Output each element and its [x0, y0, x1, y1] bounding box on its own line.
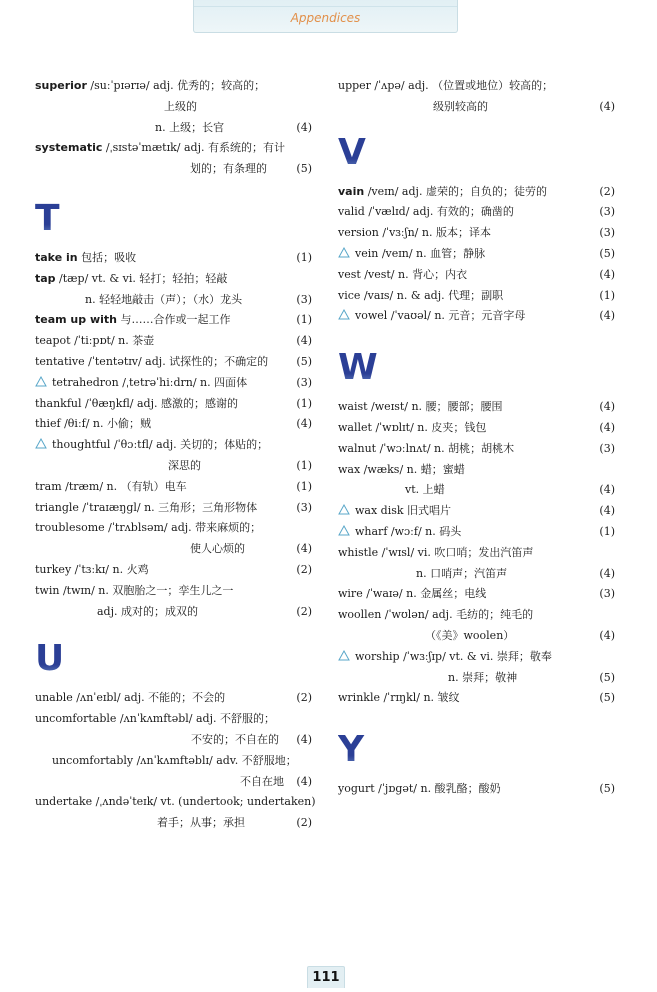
level-number: (1) — [599, 288, 615, 302]
definition-cont: 上级的 — [164, 99, 197, 113]
headword: thief — [35, 417, 61, 431]
entry-walnut — [338, 439, 615, 460]
header-title: Appendices — [290, 11, 361, 25]
headword: vowel — [355, 309, 388, 323]
definition: /wæks/ n. 蜡；蜜蜡 — [360, 462, 465, 476]
level-number: (5) — [599, 691, 615, 705]
definition: /weɪst/ n. 腰；腰部；腰围 — [367, 400, 503, 414]
entry-wrinkle — [338, 688, 615, 709]
level-number: (2) — [296, 691, 312, 705]
definition: /ˌʌndəˈteɪk/ vt. (undertook; undertaken) — [92, 795, 316, 809]
entry-team-up-with — [35, 310, 312, 331]
definition: /ˈwɪsl/ vi. 吹口哨；发出汽笛声 — [378, 545, 534, 559]
triangle-icon — [35, 376, 47, 387]
level-number: (1) — [296, 479, 312, 493]
definition-cont: 使人心烦的 — [190, 542, 245, 556]
definition: /wɔːf/ n. 码头 — [387, 524, 462, 538]
definition: /ˈwaɪə/ n. 金属丝；电线 — [362, 587, 487, 601]
level-number: (1) — [296, 458, 312, 472]
level-number: (3) — [599, 587, 615, 601]
definition: /ˈtɜːkɪ/ n. 火鸡 — [71, 562, 149, 576]
definition-cont: 深思的 — [168, 458, 201, 472]
definition: /ʌnˈkʌmftəbl/ adj. 不舒服的； — [116, 712, 275, 726]
definition: /twɪn/ n. 双胞胎之一；孪生儿之一 — [59, 583, 234, 597]
entry-teapot — [35, 331, 312, 352]
level-number: (1) — [296, 313, 312, 327]
level-number: (5) — [599, 246, 615, 260]
level-number: (5) — [599, 782, 615, 796]
level-number: (4) — [599, 309, 615, 323]
entry-take-in — [35, 248, 312, 269]
headword: wallet — [338, 420, 372, 434]
entry-wax — [338, 460, 615, 502]
headword: vein — [355, 246, 379, 260]
entry-wallet — [338, 418, 615, 439]
page-number: 111 — [307, 966, 345, 988]
definition: /ˌtetrəˈhiːdrn/ n. 四面体 — [118, 375, 248, 389]
definition: /θiːf/ n. 小偷；贼 — [60, 417, 152, 431]
level-number: (1) — [599, 524, 615, 538]
headword: thoughtful — [52, 438, 111, 452]
level-number: (4) — [599, 99, 615, 113]
section-letter-v: V — [338, 130, 615, 182]
definition: /ˈtiːpɒt/ n. 茶壶 — [70, 334, 155, 348]
level-number: (5) — [296, 162, 312, 176]
level-number: (2) — [296, 562, 312, 576]
level-number: (2) — [296, 604, 312, 618]
level-number: (3) — [599, 226, 615, 240]
level-number: (1) — [296, 396, 312, 410]
entry-superior — [35, 76, 312, 138]
definition: /ʌnˈeɪbl/ adj. 不能的；不会的 — [72, 691, 226, 705]
level-number: (4) — [296, 732, 312, 746]
definition: /ˈθɔːtfl/ adj. 关切的；体贴的； — [110, 438, 269, 452]
headword: wharf — [355, 524, 388, 538]
definition-cont: 着手；从事；承担 — [157, 816, 245, 830]
level-number: (4) — [296, 542, 312, 556]
level-number: (4) — [599, 267, 615, 281]
definition: /ˈjɒgət/ n. 酸乳酪；酸奶 — [374, 782, 501, 796]
headword: tentative — [35, 354, 85, 368]
headword: team up with — [35, 313, 117, 327]
definition: /træm/ n. （有轨）电车 — [61, 479, 187, 493]
level-number: (4) — [599, 420, 615, 434]
headword: wax disk — [355, 504, 404, 518]
entry-unable — [35, 688, 312, 709]
entry-valid — [338, 202, 615, 223]
headword: undertake — [35, 795, 93, 809]
headword: turkey — [35, 562, 72, 576]
entry-twin — [35, 581, 312, 623]
headword: tetrahedron — [52, 375, 119, 389]
definition: /ˈvælɪd/ adj. 有效的；确凿的 — [364, 205, 514, 219]
definition: /suːˈpɪərɪə/ adj. 优秀的；较高的； — [86, 79, 266, 92]
definition-cont: 划的；有条理的 — [190, 162, 267, 176]
headword: walnut — [338, 441, 377, 455]
triangle-icon — [338, 247, 350, 258]
level-number: (2) — [296, 816, 312, 830]
left-column — [35, 76, 316, 834]
right-column — [338, 76, 615, 800]
definition: /ˈθæŋkfl/ adj. 感激的；感谢的 — [81, 396, 238, 410]
entry-tentative — [35, 352, 312, 373]
level-number: (4) — [599, 483, 615, 497]
definition: /tæp/ vt. & vi. 轻打；轻拍；轻敲 — [55, 271, 228, 285]
headword: tap — [35, 271, 56, 285]
level-number: (4) — [296, 774, 312, 788]
headword: whistle — [338, 545, 379, 559]
headword: thankful — [35, 396, 82, 410]
definition: /vaɪs/ n. & adj. 代理；副职 — [360, 288, 504, 302]
definition: /ˈwɒlɪt/ n. 皮夹；钱包 — [371, 420, 487, 434]
level-number: (4) — [599, 566, 615, 580]
entry-triangle — [35, 498, 312, 519]
level-number: (4) — [599, 400, 615, 414]
entry-vest — [338, 265, 615, 286]
headword: version — [338, 226, 379, 240]
entry-wharf — [338, 522, 615, 543]
entry-thoughtful — [35, 435, 312, 477]
entry-thankful — [35, 394, 312, 415]
definition: /veɪn/ n. 血管；静脉 — [378, 246, 486, 260]
level-number: (1) — [296, 250, 312, 264]
headword: twin — [35, 583, 60, 597]
definition: /ˈwɜːʃɪp/ vt. & vi. 崇拜；敬奉 — [399, 649, 552, 663]
section-letter-y: Y — [338, 727, 615, 779]
entry-waist — [338, 397, 615, 418]
section-letter-t: T — [35, 196, 312, 248]
definition: 旧式唱片 — [403, 504, 452, 518]
header-divider — [194, 6, 457, 7]
definition-cont: n. 口哨声；汽笛声 — [416, 566, 508, 580]
definition: 与……合作或一起工作 — [117, 313, 231, 327]
headword: waist — [338, 400, 368, 414]
headword: triangle — [35, 500, 79, 514]
entry-woollen — [338, 605, 615, 647]
definition: /ˈtraɪæŋgl/ n. 三角形；三角形物体 — [78, 500, 258, 514]
entry-tram — [35, 477, 312, 498]
headword: wrinkle — [338, 691, 380, 705]
triangle-icon — [338, 525, 350, 536]
headword: superior — [35, 79, 87, 92]
entry-uncomfortably — [35, 751, 312, 793]
definition: /ˈrɪŋkl/ n. 皱纹 — [379, 691, 460, 705]
headword: take in — [35, 250, 78, 264]
level-number: (4) — [599, 504, 615, 518]
level-number: (2) — [599, 184, 615, 198]
entry-vowel — [338, 306, 615, 327]
entry-version — [338, 223, 615, 244]
definition: /ˈvaʊəl/ n. 元音；元音字母 — [387, 309, 526, 323]
level-number: (5) — [599, 670, 615, 684]
definition-cont: adj. 成对的；成双的 — [97, 604, 199, 618]
entry-wax-disk — [338, 501, 615, 522]
headword: vain — [338, 184, 365, 198]
level-number: (4) — [296, 120, 312, 134]
headword: unable — [35, 691, 73, 705]
definition-cont: n. 轻轻地敲击（声）；（水）龙头 — [85, 292, 243, 306]
definition: /ˈvɜːʃn/ n. 版本；译本 — [378, 226, 491, 240]
headword: worship — [355, 649, 400, 663]
triangle-icon — [35, 438, 47, 449]
level-number: (5) — [296, 354, 312, 368]
section-letter-w: W — [338, 345, 615, 397]
headword: yogurt — [338, 782, 375, 796]
definition: /ˈtrʌblsəm/ adj. 带来麻烦的； — [104, 521, 262, 535]
definition-cont: vt. 上蜡 — [405, 483, 445, 497]
entry-turkey — [35, 560, 312, 581]
definition: /ˈtentətɪv/ adj. 试探性的；不确定的 — [84, 354, 269, 368]
headword: woollen — [338, 608, 382, 622]
entry-yogurt — [338, 779, 615, 800]
level-number: (4) — [296, 334, 312, 348]
level-number: (3) — [296, 375, 312, 389]
triangle-icon — [338, 309, 350, 320]
entry-vein — [338, 244, 615, 265]
entry-systematic — [35, 138, 312, 180]
headword: wax — [338, 462, 361, 476]
definition: /vest/ n. 背心；内衣 — [360, 267, 468, 281]
entry-troublesome — [35, 518, 312, 560]
definition-cont: n. 崇拜；敬神 — [448, 670, 518, 684]
triangle-icon — [338, 504, 350, 515]
entry-tetrahedron — [35, 373, 312, 394]
level-number: (3) — [599, 441, 615, 455]
headword: vest — [338, 267, 361, 281]
definition-cont: 级别较高的 — [433, 99, 488, 113]
entry-upper — [338, 76, 615, 118]
definition: /ˈwʊlən/ adj. 毛纺的；纯毛的 — [381, 608, 534, 622]
headword: systematic — [35, 141, 103, 155]
headword: valid — [338, 205, 365, 219]
definition-cont: 不自在地 — [240, 774, 284, 788]
level-number: (4) — [599, 628, 615, 642]
definition: /ˈwɔːlnʌt/ n. 胡桃；胡桃木 — [376, 441, 515, 455]
level-number: (3) — [296, 500, 312, 514]
definition-cont: 不安的；不自在的 — [191, 732, 279, 746]
section-letter-u: U — [35, 636, 312, 688]
headword: vice — [338, 288, 361, 302]
definition-cont: n. 上级；长官 — [155, 120, 225, 134]
level-number: (3) — [296, 292, 312, 306]
triangle-icon — [338, 650, 350, 661]
definition-cont: （《美》woolen） — [425, 628, 515, 642]
definition: /veɪn/ adj. 虚荣的；自负的；徒劳的 — [364, 184, 547, 198]
entry-vain — [338, 182, 615, 203]
entry-undertake — [35, 792, 316, 834]
entry-vice — [338, 286, 615, 307]
level-number: (4) — [296, 417, 312, 431]
entry-tap — [35, 269, 312, 311]
entry-whistle — [338, 543, 615, 585]
headword: uncomfortably — [52, 753, 134, 767]
headword: tram — [35, 479, 62, 493]
level-number: (3) — [599, 205, 615, 219]
entry-uncomfortable — [35, 709, 312, 751]
definition: 包括；吸收 — [77, 250, 137, 264]
entry-worship — [338, 647, 615, 689]
entry-wire — [338, 584, 615, 605]
definition: /ʌnˈkʌmftəblɪ/ adv. 不舒服地； — [133, 753, 297, 767]
headword: upper — [338, 79, 371, 92]
header-tab — [193, 0, 458, 33]
definition: /ˌsɪstəˈmætɪk/ adj. 有系统的；有计 — [102, 141, 285, 155]
headword: wire — [338, 587, 363, 601]
definition: /ˈʌpə/ adj. （位置或地位）较高的； — [370, 79, 554, 92]
headword: troublesome — [35, 521, 105, 535]
headword: teapot — [35, 334, 71, 348]
entry-thief — [35, 414, 312, 435]
headword: uncomfortable — [35, 712, 117, 726]
